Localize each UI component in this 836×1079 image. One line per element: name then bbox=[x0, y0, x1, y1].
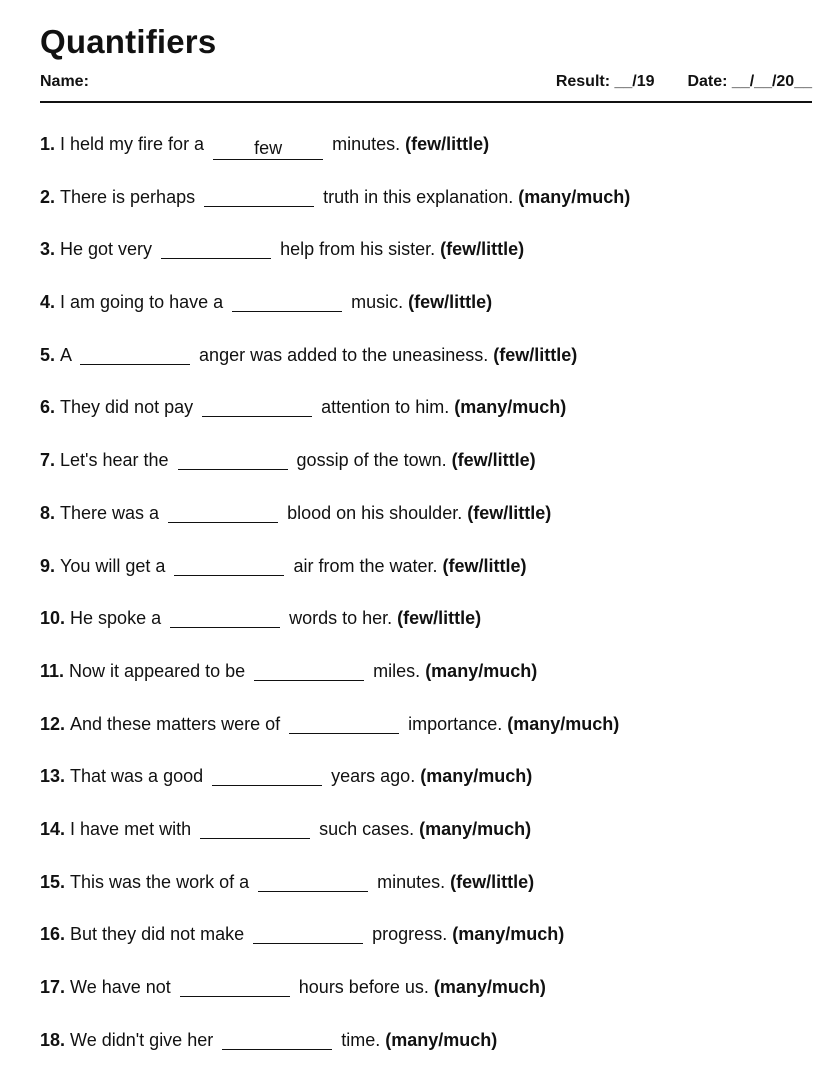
question-text-before: He got very bbox=[60, 239, 158, 260]
question-text-before: I held my fire for a bbox=[60, 134, 210, 154]
question-number: 5. bbox=[40, 344, 61, 365]
answer-blank[interactable] bbox=[200, 818, 310, 839]
question-number: 8. bbox=[40, 502, 61, 523]
answer-blank[interactable] bbox=[258, 871, 368, 892]
question-hint: (many/much) bbox=[433, 977, 546, 997]
answer-blank[interactable] bbox=[202, 396, 312, 417]
question-text-after: anger was added to the uneasiness. bbox=[199, 344, 494, 365]
answer-blank[interactable] bbox=[254, 660, 364, 681]
question-hint: (few/little) bbox=[467, 502, 552, 523]
answer-blank[interactable] bbox=[232, 291, 342, 312]
question-item bbox=[40, 921, 820, 974]
question-text-before: There was a bbox=[60, 502, 165, 523]
question-text-before: And these matters were of bbox=[70, 713, 286, 734]
question-number: 17. bbox=[40, 977, 71, 997]
question-hint: (few/little) bbox=[440, 239, 525, 260]
question-text-before: He spoke a bbox=[70, 608, 167, 629]
question-hint: (few/little) bbox=[451, 450, 536, 471]
question-number: 16. bbox=[40, 924, 71, 945]
answer-blank[interactable] bbox=[180, 976, 290, 997]
question-text-before: Let's hear the bbox=[60, 450, 174, 471]
question-item bbox=[40, 236, 820, 289]
date-field[interactable]: __/__/20__ bbox=[731, 73, 812, 90]
question-text-before: We have not bbox=[70, 977, 176, 997]
question-number: 15. bbox=[40, 871, 71, 892]
question-hint: (many/much) bbox=[507, 713, 620, 734]
answer-blank[interactable] bbox=[161, 238, 271, 259]
answer-blank[interactable] bbox=[174, 555, 284, 576]
question-hint: (few/little) bbox=[405, 134, 490, 154]
question-text-after: words to her. bbox=[289, 608, 398, 629]
question-item bbox=[40, 763, 820, 816]
answer-blank[interactable] bbox=[178, 449, 288, 470]
question-item bbox=[40, 553, 820, 606]
question-number: 11. bbox=[40, 660, 70, 681]
question-hint: (few/little) bbox=[493, 344, 578, 365]
question-text-before: This was the work of a bbox=[70, 871, 255, 892]
question-text-after: minutes. bbox=[377, 871, 451, 892]
header-divider bbox=[40, 101, 812, 103]
answer-blank[interactable] bbox=[204, 186, 314, 207]
question-number: 13. bbox=[40, 766, 71, 787]
question-text-before: You will get a bbox=[60, 555, 171, 576]
answer-blank[interactable] bbox=[222, 1029, 332, 1050]
question-item bbox=[40, 974, 820, 1027]
question-item bbox=[40, 500, 820, 553]
question-hint: (many/much) bbox=[385, 1029, 498, 1050]
question-hint: (many/much) bbox=[419, 818, 532, 839]
answer-blank[interactable] bbox=[80, 344, 190, 365]
question-text-after: miles. bbox=[373, 660, 426, 681]
question-number: 10. bbox=[40, 608, 71, 629]
question-text-before: There is perhaps bbox=[60, 186, 201, 207]
answer-blank[interactable] bbox=[168, 502, 278, 523]
question-text-before: They did not pay bbox=[60, 397, 199, 418]
question-item bbox=[40, 1027, 820, 1079]
question-text-before: A bbox=[60, 344, 77, 365]
question-item bbox=[40, 447, 820, 500]
question-item bbox=[40, 869, 820, 922]
question-hint: (few/little) bbox=[450, 871, 535, 892]
question-item bbox=[40, 289, 820, 342]
question-hint: (many/much) bbox=[452, 924, 565, 945]
result-date-group bbox=[556, 73, 812, 91]
question-item bbox=[40, 605, 820, 658]
question-text-after: help from his sister. bbox=[280, 239, 441, 260]
question-text-after: music. bbox=[351, 292, 409, 313]
question-text-after: truth in this explanation. bbox=[323, 186, 519, 207]
question-item bbox=[40, 816, 820, 869]
question-hint: (many/much) bbox=[454, 397, 567, 418]
question-number: 18. bbox=[40, 1029, 71, 1050]
answer-blank[interactable] bbox=[253, 923, 363, 944]
question-item bbox=[40, 711, 820, 764]
question-hint: (few/little) bbox=[397, 608, 482, 629]
question-hint: (many/much) bbox=[518, 186, 631, 207]
question-text-before: That was a good bbox=[70, 766, 209, 787]
worksheet-title: Quantifiers bbox=[40, 23, 217, 60]
question-list bbox=[40, 131, 820, 1079]
result-field[interactable]: __/19 bbox=[614, 73, 655, 90]
question-item bbox=[40, 394, 820, 447]
question-text-before: We didn't give her bbox=[70, 1029, 219, 1050]
question-text-before: But they did not make bbox=[70, 924, 250, 945]
question-hint: (many/much) bbox=[420, 766, 533, 787]
question-item bbox=[40, 658, 820, 711]
question-hint: (many/much) bbox=[425, 660, 538, 681]
question-text-before: Now it appeared to be bbox=[69, 660, 251, 681]
question-hint: (few/little) bbox=[442, 555, 527, 576]
date-label: Date: bbox=[687, 73, 728, 90]
question-number: 2. bbox=[40, 186, 61, 207]
question-number: 1. bbox=[40, 134, 61, 154]
question-number: 12. bbox=[40, 713, 71, 734]
question-text-after: years ago. bbox=[331, 766, 421, 787]
worksheet-header bbox=[40, 73, 812, 97]
question-item bbox=[40, 184, 820, 237]
question-text-after: progress. bbox=[372, 924, 453, 945]
question-item bbox=[40, 131, 820, 184]
question-hint: (few/little) bbox=[408, 292, 493, 313]
answer-blank[interactable] bbox=[170, 607, 280, 628]
question-text-after: gossip of the town. bbox=[296, 450, 452, 471]
question-number: 3. bbox=[40, 239, 61, 260]
question-text-after: hours before us. bbox=[298, 977, 434, 997]
question-text-after: air from the water. bbox=[293, 555, 443, 576]
question-text-after: time. bbox=[341, 1029, 386, 1050]
question-number: 9. bbox=[40, 555, 61, 576]
question-text-after: such cases. bbox=[319, 818, 420, 839]
question-text-after: blood on his shoulder. bbox=[287, 502, 468, 523]
question-number: 6. bbox=[40, 397, 61, 418]
question-number: 14. bbox=[40, 818, 71, 839]
answer-blank[interactable] bbox=[212, 765, 322, 786]
question-text-after: attention to him. bbox=[321, 397, 455, 418]
answer-blank[interactable] bbox=[289, 713, 399, 734]
question-text-before: I am going to have a bbox=[60, 292, 229, 313]
name-label: Name: bbox=[40, 73, 89, 90]
question-item bbox=[40, 342, 820, 395]
question-number: 4. bbox=[40, 292, 61, 313]
question-text-before: I have met with bbox=[70, 818, 197, 839]
question-text-after: importance. bbox=[408, 713, 508, 734]
question-number: 7. bbox=[40, 450, 61, 471]
answer-blank[interactable]: few bbox=[213, 139, 323, 160]
question-text-after: minutes. bbox=[332, 134, 406, 154]
result-label: Result: bbox=[555, 73, 611, 90]
